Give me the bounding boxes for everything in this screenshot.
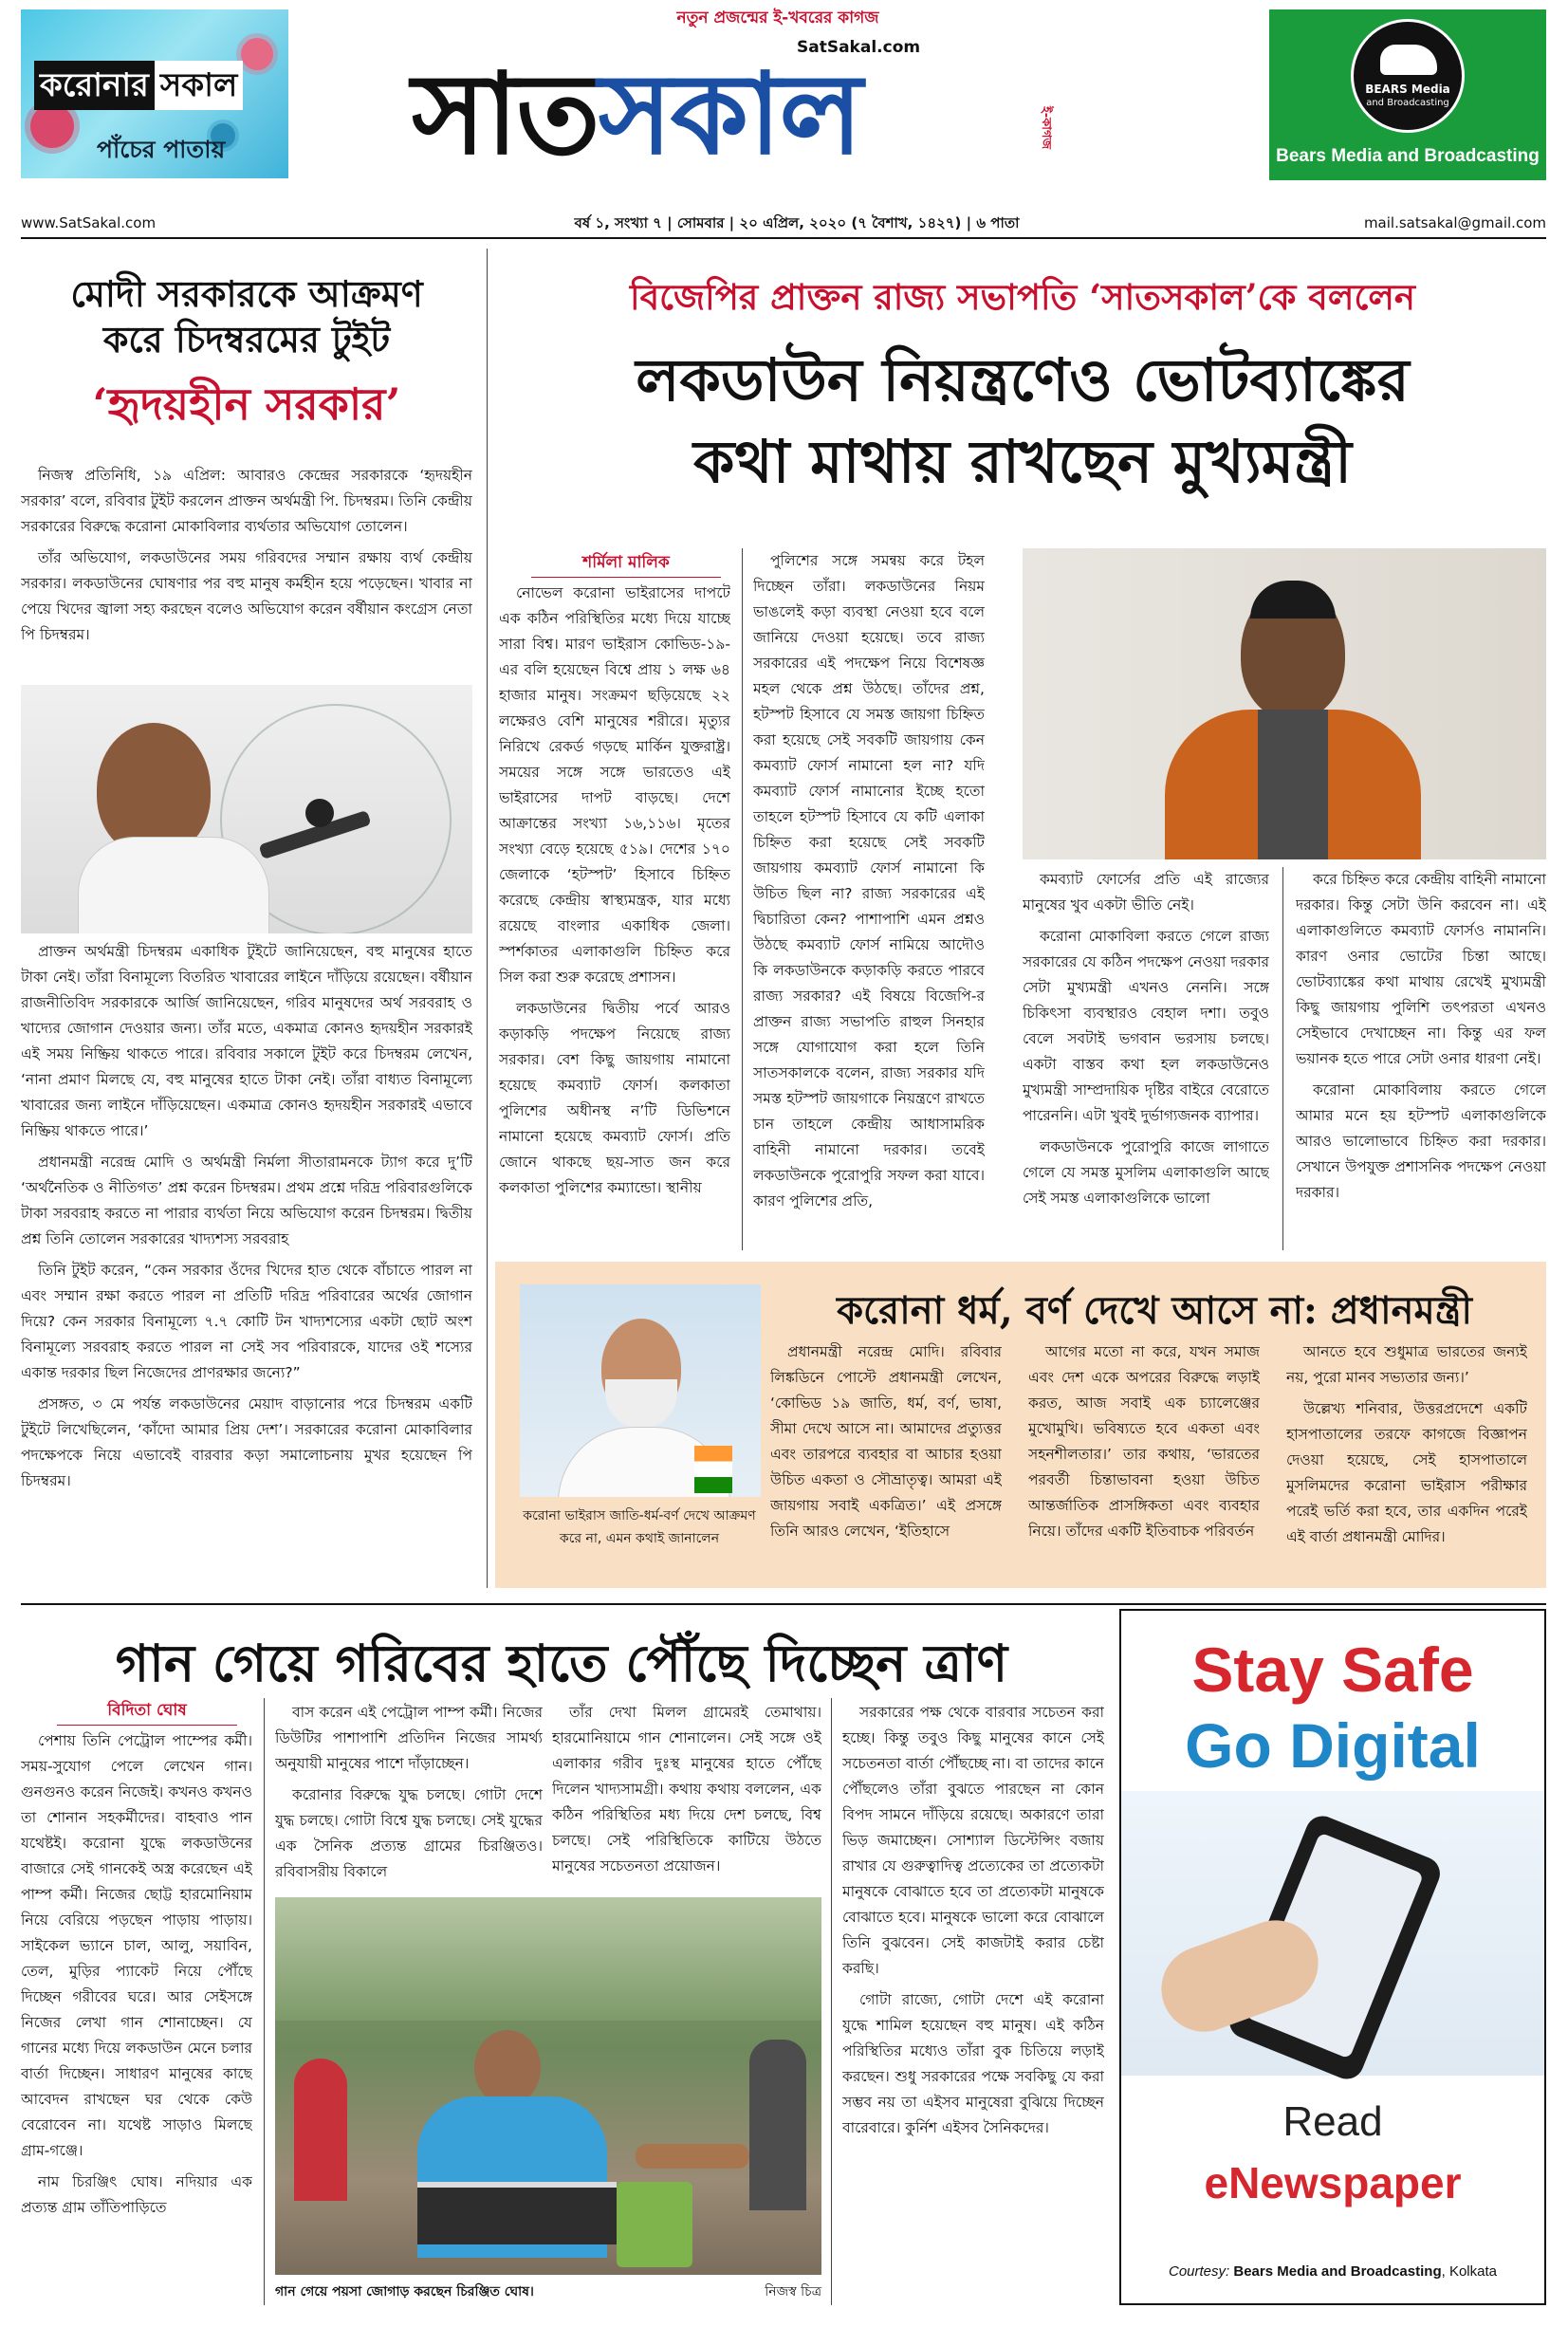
pm-col3 [1286,1339,1527,1577]
photo-caption: গান গেয়ে পয়সা জোগাড় করছেন চিরঞ্জিত ঘোষ। [275,2284,534,2299]
stay-safe-ad[interactable] [1119,1609,1546,2305]
website-link[interactable]: www.SatSakal.com [21,214,157,231]
masthead-title-black: সাত [412,48,599,179]
pm-box [495,1262,1546,1588]
lead-headline [499,340,1546,503]
section-divider [21,1603,1546,1605]
pm-col1-text: প্রধানমন্ত্রী নরেন্দ্র মোদি। রবিবার লিঙ্কডিনে পোস্টে প্রধানমন্ত্রী লেখেন, ‘কোভিড ১৯ জাতি, ধর্ম, বর্ণ, ভাষা, সীমা দেখে আসে না। আমাদের প্রত্যুত্তর এবং তারপরে ব্যবহার বা আচার হওয়া উচিত একতা ও সৌভ্রাতৃত্ব। আমরা এই জায়গায় সবাই একত্রিত।’ এই প্রসঙ্গে তিনি আরও লেখেন, ‘ইতিহাসে [770,1343,1002,1540]
lead-col1-text: নোভেল করোনা ভাইরাসের দাপটে এক কঠিন পরিস্থিতির মধ্যে দিয়ে যাচ্ছে সারা বিশ্ব। মারণ ভাইরাস কোভিড-১৯-এর বলি হয়েছেন বিশ্বে প্রায় ১ লক্ষ ৬৪ হাজার মানুষ। সংক্রমণ ছড়িয়েছে ২২ লক্ষেরও বেশি মানুষের শরীরে। মৃত্যুর নিরিখে রেকর্ড গড়ছে মার্কিন যুক্তরাষ্ট্র। সময়ের সঙ্গে সঙ্গে ভারতেও এই ভাইরাসের দাপট বাড়ছে। দেশে আক্রান্তের সংখ্যা ১৬,১১৬। মৃতের সংখ্যা বেড়ে হয়েছে ৫১৯। দেশের ১৭০ জেলাকে ‘হটস্পট’ হিসাবে চিহ্নিত করেছে কেন্দ্রীয় স্বাস্থ্যমন্ত্রক, যার মধ্যে রয়েছে বাংলার একাধিক জেলা। স্পর্শকাতর এলাকাগুলি চিহ্নিত করে সিল করা শুরু করেছে প্রশাসন। লকডাউনের দ্বিতীয় পর্বে আরও কড়াকড়ি পদক্ষেপ নিয়েছে রাজ্য সরকার। বেশ কিছু জায়গায় নামানো হয়েছে কমব্যাট ফোর্স। কলকাতা পুলিশের অধীনস্থ ন’টি ডিভিশনে নামানো হয়েছে কমব্যাট ফোর্স। প্রতি জোনে থাকছে ছয়-সাত জন করে কলকাতা পুলিশের কম্যান্ডো। স্থানীয় [499,584,730,1196]
smartphone-icon [1121,1791,1544,2076]
lead-col3-text: কমব্যাট ফোর্সের প্রতি এই রাজ্যের মানুষের খুব একটা ভীতি নেই। করোনা মোকাবিলা করতে গেলে রাজ্য সরকারের যে কঠিন পদক্ষেপ নেওয়া দরকার সেটা মুখ্যমন্ত্রী এখনও নেননি। সঙ্গে চিকিৎসা ব্যবস্থারও বেহাল দশা। তবুও বেলে সবটাই ভগবান ভরসায় চলছে। একটা বাস্তব কথা হল লকডাউনেও মুখ্যমন্ত্রী সাম্প্রদায়িক দৃষ্টির বাইরে বেরোতে পারেননি। এটা খুবই দুর্ভাগ্যজনক ব্যাপার। লকডাউনকে পুরোপুরি কাজে লাগাতে গেলে যে সমস্ত মুসলিম এলাকাগুলি আছে সেই সমস্ত এলাকাগুলিকে ভালো [1023,871,1269,1207]
ad-read: Read [1282,2098,1383,2145]
pm-col1 [770,1339,1002,1577]
masthead-site: SatSakal.com [797,38,921,57]
left-quote: ‘হৃদয়হীন সরকার’ [92,379,401,430]
left-para3: প্রাক্তন অর্থমন্ত্রী চিদম্বরম একাধিক টুইটে জানিয়েছেন, বহু মানুষের হাতে টাকা নেই। তাঁরা বিনামূল্যে বিতরিত খাবারের লাইনে দাঁড়িয়ে রয়েছেন। বর্ষীয়ান রাজনীতিবিদ সরকারকে আর্জি জানিয়েছেন, গরিব মানুষদের অর্থ সরবরাহ ও খাদ্যের জোগান দেওয়ার জন্য। তাঁর মতে, একমাত্র কোনও হৃদয়হীন সরকারই এই সময় নিষ্ক্রিয় থাকতে পারে। রবিবার সকালে টুইট করে চিদম্বরম লেখেন, ‘নানা প্রমাণ মিলছে যে, বহু মানুষের হাতে টাকা নেই। তাঁরা বাধ্যত বিনামূল্যে খাবারের জন্য লাইনে দাঁড়িয়েছেন। একমাত্র কোনও হৃদয়হীন সরকারই এভাবে নিষ্ক্রিয় থাকতে পারে।’ [21,943,472,1139]
ad-enewspaper: eNewspaper [1204,2158,1462,2207]
pm-photo [520,1284,761,1497]
promo-title-white: সকাল [155,61,243,110]
rahul-sinha-photo [1023,548,1546,859]
ad-line2: Go Digital [1185,1710,1481,1781]
bottom-byline: বিদিতা ঘোষ [57,1698,237,1726]
pm-col2-text: আগের মতো না করে, যখন সমাজ এবং দেশ একে অপরের বিরুদ্ধে লড়াই করত, আজ সবাই এক চ্যালেঞ্জের মুখোমুখি। ভবিষ্যতে হবে একতা এবং সহনশীলতার।’ তার কথায়, ‘ভারতের পরবর্তী চিন্তাভাবনা হওয়া উচিত আন্তর্জাতিক প্রাসঙ্গিকতা এবং ব্যবহার নিয়ে। তাঁদের একটি ইতিবাচক পরিবর্তন [1028,1343,1260,1540]
left-para4: প্রধানমন্ত্রী নরেন্দ্র মোদি ও অর্থমন্ত্রী নির্মলা সীতারামনকে ট্যাগ করে দু’টি ‘অর্থনৈতিক ও নীতিগত’ প্রশ্ন করেন চিদম্বরম। প্রথম প্রশ্নে দরিদ্র পরিবারগুলিকে টাকা সরবরাহ করতে না পারার ব্যর্থতা নিয়ে অভিযোগ করেন চিদম্বরম। দ্বিতীয় প্রশ্ন তিনি তোলেন সরকারের খাদ্যশস্য সরবরাহ [21,1154,472,1247]
bottom-col1-text: পেশায় তিনি পেট্রোল পাম্পের কর্মী। সময়-সুযোগ পেলে লেখেন গান। গুনগুনও করেন নিজেই। কখনও কখনও তা শোনান সহকর্মীদের। বাহবাও পান যথেষ্টই। করোনা যুদ্ধে লকডাউনের বাজারে সেই গানকেই অস্ত্র করেছেন এই পাম্প কর্মী। নিজের ছোট্ট হারমোনিয়াম নিয়ে বেরিয়ে পড়ছেন পাড়ায় পাড়ায়। সাইকেল ভ্যানে চাল, আলু, সয়াবিন, তেল, মুড়ির প্যাকেট নিয়ে পৌঁছে দিচ্ছেন গরীবের ঘরে। আর সেইসঙ্গে নিজের লেখা গান শোনাচ্ছেন। যে গানের মধ্যে দিয়ে লকডাউন মেনে চলার বার্তা দিচ্ছেন। সাধারণ মানুষের কাছে আবেদন রাখছেন ঘর থেকে কেউ বেরোবেন না। যথেষ্ট সাড়াও মিলছে গ্রাম-গঞ্জে। নাম চিরঞ্জিৎ ঘোষ। নদিয়ার এক প্রত্যন্ত গ্রাম তাঁতিপাড়িতে [21,1732,252,2216]
ad-courtesy [1121,2263,1544,2280]
lead-kicker: বিজেপির প্রাক্তন রাজ্য সভাপতি ‘সাতসকাল’কে বললেন [629,276,1415,318]
bears-media-ad[interactable] [1269,9,1546,180]
virus-icon [30,104,74,148]
left-headline-line2: করে চিদম্বরমের টুইট [102,318,391,360]
column-divider [264,1698,265,2305]
left-para2: তাঁর অভিযোগ, লকডাউনের সময় গরিবদের সম্মান রক্ষায় ব্যর্থ কেন্দ্রীয় সরকার। লকডাউনের ঘোষণার পর বহু মানুষ কর্মহীন হয়ে পড়েছেন। খাবার না পেয়ে খিদের জ্বালা সহ্য করছেন বলেও অভিযোগ করেন বর্ষীয়ান কংগ্রেস নেতা পি চিদম্বরম। [21,549,472,643]
left-headline [21,271,472,362]
masthead-rule [21,237,1546,239]
column-divider [1282,867,1283,1250]
pm-col3-text: আনতে হবে শুধুমাত্র ভারতের জন্যই নয়, পুরো মানব সভ্যতার জন্য।’ উল্লেখ্য শনিবার, উত্তরপ্রদেশে একটি হাসপাতালের তরফে কাগজে বিজ্ঞাপন দেওয়া হয়েছে, সেই হাসপাতালে মুসলিমদের করোনা ভাইরাস পরীক্ষার পরেই ভর্তি করা হবে, তার একদিন পরেই এই বার্তা প্রধানমন্ত্রী মোদির। [1286,1343,1527,1545]
bears-logo [1351,19,1465,133]
corona-promo[interactable] [21,9,288,178]
masthead-tagline: নতুন প্রজন্মের ই-খবরের কাগজ [676,9,879,28]
column-divider [831,1698,832,2305]
bottom-col2 [275,1700,543,1886]
promo-title [34,61,243,110]
bottom-headline: গান গেয়ে গরিবের হাতে পৌঁছে দিচ্ছেন ত্রাণ [115,1633,1008,1693]
chidambaram-photo [21,685,472,933]
lead-col2 [753,548,985,1250]
column-divider [742,548,743,1250]
ad-courtesy-place: , Kolkata [1441,2263,1497,2280]
left-para6: প্রসঙ্গত, ৩ মে পর্যন্ত লকডাউনের মেয়াদ বাড়ানোর পরে চিদম্বরম একটি টুইটে লিখেছিলেন, ‘কাঁদো আমার প্রিয় দেশ’। সরকারের করোনা মোকাবিলার পদক্ষেপকে নিয়ে এভাবেই বারবার কড়া সমালোচনায় মুখর হয়েছেন পি চিদম্বরম। [21,1395,472,1489]
bears-logo-title: BEARS Media [1365,83,1450,96]
ad-courtesy-name: Bears Media and Broadcasting [1233,2263,1442,2280]
photo-credit: নিজস্ব চিত্র [765,2284,821,2299]
lead-col4-text: করে চিহ্নিত করে কেন্দ্রীয় বাহিনী নামানো দরকার। কিন্তু সেটা উনি করবেন না। এই এলাকাগুলিতে কমব্যাট ফোর্সও নামাননি। কারণ ওনার ভোটের চিন্তা আছে। ভোটব্যাঙ্কের কথা মাথায় রেখেই মুখ্যমন্ত্রী কিছু জায়গায় পুলিশি তৎপরতা এখনও সেইভাবে দেখাচ্ছেন না। কিন্তু এর ফল ভয়ানক হতে পারে সেটা ওনার ধারণা নেই। করোনা মোকাবিলায় করতে গেলে আমার মনে হয় হটস্পট এলাকাগুলিকে আরও ভালোভাবে চিহ্নিত করা দরকার। সেখানে উপযুক্ত প্রশাসনিক পদক্ষেপ নেওয়া দরকার। [1296,871,1546,1201]
bears-ad-caption: Bears Media and Broadcasting [1276,146,1540,166]
left-story-top [21,463,472,683]
pm-col2 [1028,1339,1260,1577]
bear-icon [1380,45,1437,75]
bottom-col1 [21,1728,252,2288]
masthead-vertical-tag: ই-কাগজ [1039,106,1053,150]
promo-title-black: করোনার [34,61,155,110]
left-para5: তিনি টুইট করেন, “কেন সরকার ওঁদের খিদের হাত থেকে বাঁচাতে পারল না এবং সম্মান রক্ষা করতে পারল না প্রতিটি দরিদ্র পরিবারের অর্থের জোগান দিয়ে? কেন সরকার বিনামূল্যে ৭.৭ কোটি টন খাদ্যশস্যের একটা ছোট অংশ বিনামূল্যে সরবরাহ করতে পারল না সেই সব পরিবারকে, যাদের ওই শস্যের একান্ত দরকার ছিল নিজেদের প্রাণরক্ষার জন্যে?” [21,1262,472,1381]
masthead-title [412,48,861,179]
harmonium-photo [275,1897,821,2275]
column-divider [487,249,488,1588]
promo-subtitle: পাঁচের পাতায় [97,136,226,163]
lead-col1 [499,581,730,1250]
left-story-bottom [21,939,472,1556]
left-headline-line1: মোদী সরকারকে আক্রমণ [70,272,423,315]
lead-headline-line1: লকডাউন নিয়ন্ত্রণেও ভোটব্যাঙ্কের [636,345,1410,415]
lead-byline: শর্মিলা মালিক [531,550,721,578]
pm-headline: করোনা ধর্ম, বর্ণ দেখে আসে না: প্রধানমন্ত্রী [837,1288,1472,1333]
lead-col2-text: পুলিশের সঙ্গে সমন্বয় করে টহল দিচ্ছেন তাঁরা। লকডাউনের নিয়ম ভাঙলেই কড়া ব্যবস্থা নেওয়া হবে বলে জানিয়ে দেওয়া হয়েছে। তবে রাজ্য সরকারের এই পদক্ষেপ নিয়ে বিশেষজ্ঞ মহল থেকে প্রশ্ন উঠছে। তাঁদের প্রশ্ন, হটস্পট হিসাবে যে সমস্ত জায়গা চিহ্নিত করা হয়েছে সেই সবকটি জায়গায় কেন কমব্যাট ফোর্স নামানো হল না? যদি কমব্যাট ফোর্স নামানোর ইচ্ছে হতো তাহলে হটস্পট হিসাবে যে কটি এলাকা চিহ্নিত করা হয়েছে সেই সবকটি জায়গায় কমব্যাট ফোর্স নামানো কি উচিত ছিল না? রাজ্য সরকারের এই দ্বিচারিতা কেন? পাশাপাশি এমন প্রশ্নও উঠছে কমব্যাট ফোর্স নামিয়ে আদৌও কি লকডাউনকে কড়াকড়ি করতে পারবে রাজ্য সরকার? এই বিষয়ে বিজেপি-র প্রাক্তন রাজ্য সভাপতি রাহুল সিনহার সঙ্গে যোগাযোগ করা হলে তিনি সাতসকালকে বলেন, রাজ্য সরকার যদি সমস্ত হটস্পট জায়গাকে নিয়ন্ত্রণে রাখতে চান তাহলে কেন্দ্রীয় আধাসামরিক বাহিনী নামানো দরকার। তবেই লকডাউনকে পুরোপুরি সফল করা যাবে। কারণ পুলিশের প্রতি, [753,552,985,1210]
masthead-title-blue: সকাল [598,48,861,179]
lead-headline-line2: কথা মাথায় রাখছেন মুখ্যমন্ত্রী [693,427,1352,496]
bottom-col4 [842,1700,1104,2288]
bottom-col3-text: তাঁর দেখা মিলল গ্রামেরই তেমাথায়। হারমোনিয়ামে গান শোনালেন। সেই সঙ্গে ওই এলাকার গরীব দুঃস্থ মানুষের হাতে পৌঁছে দিলেন খাদ্যসামগ্রী। কথায় কথায় বললেন, এক কঠিন পরিস্থিতির মধ্য দিয়ে দেশ চলছে, বিশ্ব চলছে। সেই পরিস্থিতিকে কাটিয়ে উঠতে মানুষের সচেতনতা প্রয়োজন। [552,1704,821,1875]
ad-courtesy-label: Courtesy: [1169,2263,1230,2280]
virus-icon [241,38,273,70]
bottom-col3 [552,1700,821,1886]
lead-col4 [1296,867,1546,1250]
left-para1: নিজস্ব প্রতিনিধি, ১৯ এপ্রিল: আবারও কেন্দ্রের সরকারকে ‘হৃদয়হীন সরকার’ বলে, রবিবার টুইট করলেন প্রাক্তন অর্থমন্ত্রী পি. চিদম্বরম। তিনি কেন্দ্রীয় সরকারের বিরুদ্ধে করোনা মোকাবিলার ব্যর্থতার অভিযোগ তোলেন। [21,467,472,535]
bottom-col2-text: বাস করেন এই পেট্রোল পাম্প কর্মী। নিজের ডিউটির পাশাপাশি প্রতিদিন নিজের সামর্থ্য অনুযায়ী মানুষের পাশে দাঁড়াচ্ছেন। করোনার বিরুদ্ধে যুদ্ধ চলছে। গোটা দেশে যুদ্ধ চলছে। গোটা বিশ্বে যুদ্ধ চলছে। সেই যুদ্ধের এক সৈনিক প্রত্যন্ত গ্রামের চিরঞ্জিতও। রবিবাসরীয় বিকালে [275,1704,543,1880]
bottom-col4-text: সরকারের পক্ষ থেকে বারবার সচেতন করা হচ্ছে। কিন্তু তবুও কিছু মানুষের কানে সেই সচেতনতা বার্তা পৌঁছচ্ছে না। বা তাদের কানে পৌঁছলেও তাঁরা বুঝতে পারছেন না কোন বিপদ সামনে দাঁড়িয়ে রয়েছে। অকারণে তারা ভিড় জমাচ্ছেন। সোশ্যাল ডিস্টেন্সিং বজায় রাখার যে গুরুত্বাদিত্ব প্রত্যেকের তা প্রত্যেকটা মানুষকে বোঝাতে হবে তা প্রত্যেকটা মানুষকে বোঝাতে হবে। মানুষকে ভালো করে বোঝালে তিনি বুঝবেন। সেই কাজটাই করার চেষ্টা করছি। গোটা রাজ্যে, গোটা দেশে এই করোনা যুদ্ধে শামিল হয়েছেন বহু মানুষ। এই কঠিন পরিস্থিতির মধ্যেও তাঁরা বুক চিতিয়ে লড়াই করছেন। শুধু সরকারের পক্ষে সবকিছু যে করা সম্ভব নয় তা এইসব মানুষেরা বুঝিয়ে দিচ্ছেন বারেবারে। কুর্নিশ এইসব সৈনিকদের। [842,1704,1104,2136]
ad-line1: Stay Safe [1191,1634,1474,1705]
issue-info: বর্ষ ১, সংখ্যা ৭ | সোমবার | ২০ এপ্রিল, ২০২০ (৭ বৈশাখ, ১৪২৭) | ৬ পাতা [574,214,1020,231]
email-link[interactable]: mail.satsakal@gmail.com [1363,214,1546,231]
bears-logo-sub: and Broadcasting [1366,98,1449,108]
pm-photo-caption: করোনা ভাইরাস জাতি-ধর্ম-বর্ণ দেখে আক্রমণ করে না, এমন কথাই জানালেন [523,1508,756,1546]
lead-col3 [1023,867,1269,1250]
